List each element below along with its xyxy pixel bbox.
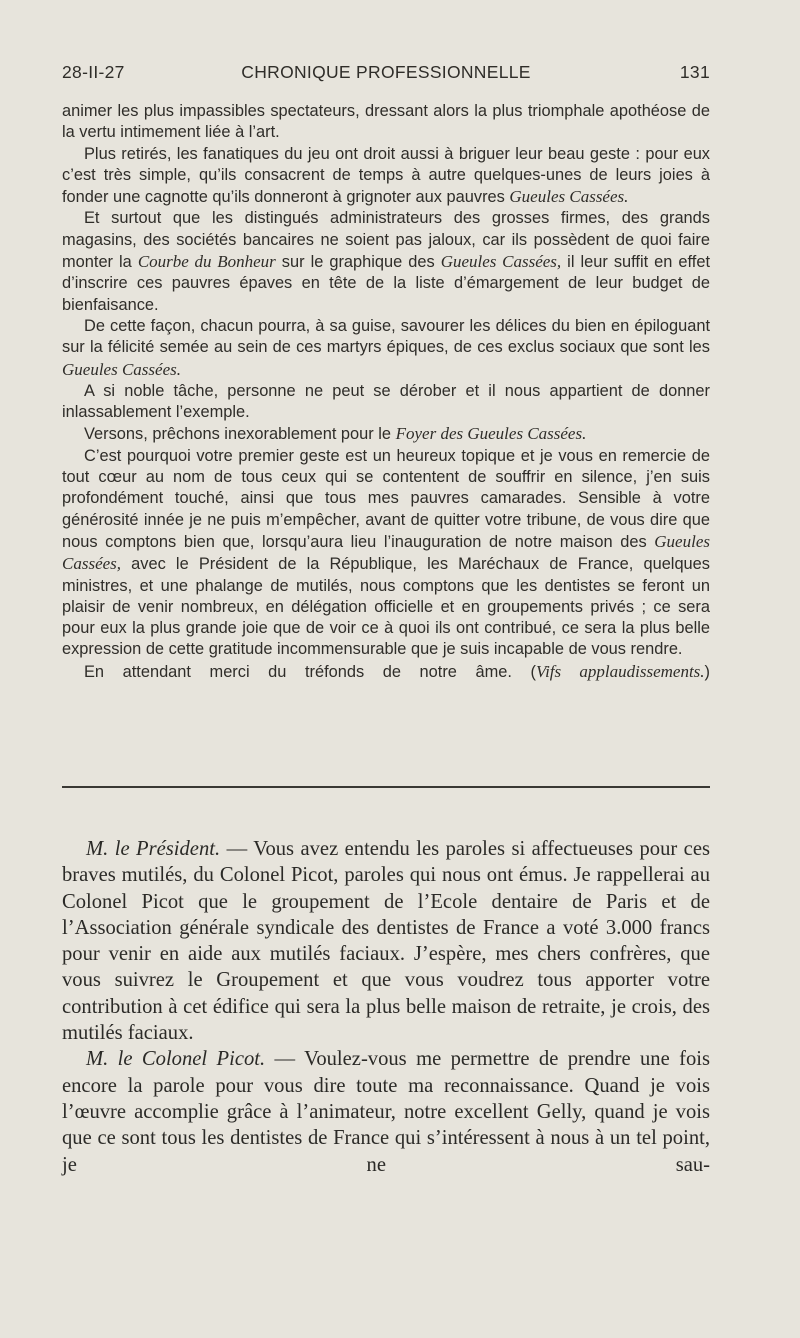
paragraph: En attendant merci du tréfonds de notre âme. (Vifs applaudissements.) [84, 661, 711, 681]
header-title: CHRONIQUE PROFESSIONNELLE [241, 62, 531, 82]
paragraph: De cette façon, chacun pourra, à sa guise, savourer les délices du bien en épiloguant sur la félicité semée au sein de ces martyrs épiques, de ces exclus sociaux que sont les Gueules Cassées. [62, 316, 710, 379]
paragraph: animer les plus impassibles spectateurs, dressant alors la plus triomphale apothéose de la vertu intimement liée à l’art. [62, 102, 710, 142]
dialogue-body [62, 836, 710, 1178]
paragraph: A si noble tâche, personne ne peut se dérober et il nous appartient de donner inlassablement l’exemple. [62, 381, 710, 422]
running-header [62, 62, 710, 90]
speaker-label: M. le Colonel Picot. [86, 1048, 266, 1071]
paragraph: Versons, prêchons inexorablement pour le Foyer des Gueules Cassées. [84, 424, 587, 444]
section-divider [62, 786, 710, 788]
header-date: 28-II-27 [62, 62, 125, 82]
paragraph: Et surtout que les distingués administrateurs des grosses firmes, des grands magasins, des sociétés bancaires ne soient pas jaloux, car ils possèdent de quoi faire monter la Courbe du Bonheur sur le graphique des Gueules Cassées, il leur suffit en effet d’inscrire ces pauvres épaves en tête de la liste d’émargement de leur budget de bienfaisance. [62, 209, 711, 314]
speech-body [62, 101, 710, 683]
page-number: 131 [679, 62, 710, 82]
speaker-label: M. le Président. [86, 838, 221, 860]
paragraph-president: M. le Président. — Vous avez entendu les paroles si affectueuses pour ces braves mutilés, du Colonel Picot, paroles qui nous ont émus. Je rappellerai au Colonel Picot que le groupement de l’Ecole dentaire de Paris et de l’Association générale syndicale des dentistes de France a voté 3.000 francs pour venir en aide aux mutilés faciaux. J’espère, mes chers confrères, que vous suivrez le Groupement et que vous voudrez tous apporter votre contribution à cet édifice qui sera la plus belle maison de retraite, je crois, des mutilés faciaux. [62, 838, 710, 1045]
paragraph: C’est pourquoi votre premier geste est un heureux topique et je vous en remercie de tout cœur au nom de tous ceux qui se contentent de souffrir en silence, j’en suis profondément touché, ainsi que tous mes pauvres camarades. Sensible à votre générosité innée je ne puis m’empêcher, avant de quitter votre tribune, de vous dire que nous comptons bien que, lorsqu’aura lieu l’inauguration de notre maison des Gueules Cassées, avec le Président de la République, les Maréchaux de France, quelques ministres, et une phalange de mutilés, nous comptons que les dentistes se feront un plaisir de venir nombreux, en délégation officielle et en groupements privés ; ce sera pour eux la plus grande joie que de voir ce à quoi ils ont contribué, ce sera la plus belle expression de cette gratitude incommensurable que je suis incapable de vous rendre. [62, 446, 710, 659]
paragraph-colonel: M. le Colonel Picot. — Voulez-vous me permettre de prendre une fois encore la parole pour vous dire toute ma reconnaissance. Quand je vois l’œuvre accomplie grâce à l’animateur, notre excellent Gelly, quand je vois que ce sont tous les dentistes de France qui s’intéressent à nous à un tel point, je ne sau- [62, 1048, 710, 1176]
paragraph: Plus retirés, les fanatiques du jeu ont droit aussi à briguer leur beau geste : pour eux c’est très simple, qu’ils consacrent de temps à autre quelques-unes de leurs joies à fonder une cagnotte qu’ils donneront à grignoter aux pauvres Gueules Cassées. [62, 144, 710, 207]
